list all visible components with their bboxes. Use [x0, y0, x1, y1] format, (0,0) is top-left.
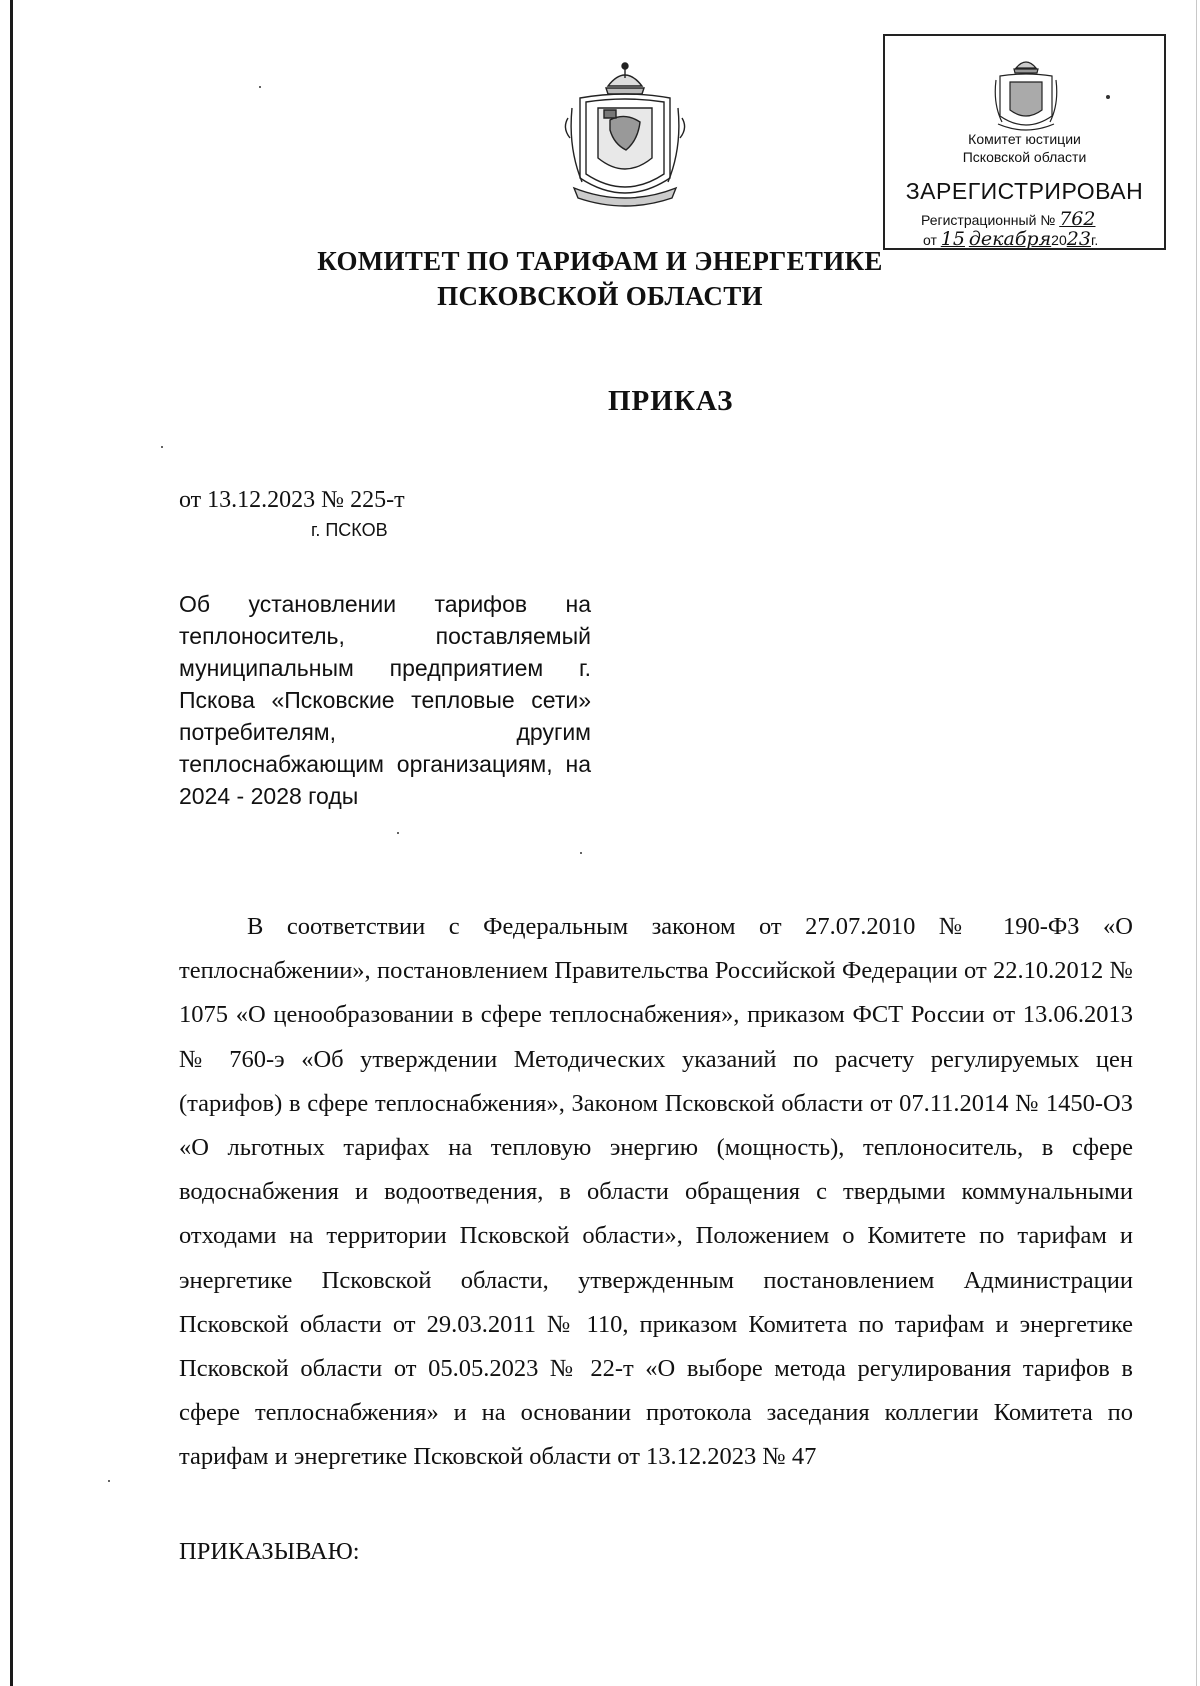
stamp-reg-line [921, 208, 1095, 230]
coat-of-arms-icon [560, 58, 690, 208]
scan-speck [259, 86, 261, 88]
order-date-number: от 13.12.2023 № 225-т [179, 487, 405, 513]
document-type: ПРИКАЗ [608, 385, 734, 417]
committee-title [0, 244, 1200, 314]
stamp-date-suffix: г. [1090, 232, 1099, 248]
stamp-date-year-prefix: 20 [1051, 232, 1067, 248]
scan-speck [580, 852, 582, 854]
order-closing: ПРИКАЗЫВАЮ: [179, 1538, 360, 1565]
scan-speck [161, 446, 163, 448]
stamp-org-line1: Комитет юстиции [968, 131, 1081, 147]
order-subject: Об установлении тарифов на теплоноситель, поставляемый муниципальным предприятием г. Пскова «Псковские тепловые сети» потребителям, другим теплоснабжающим организациям, на 2024 - 2028 годы [179, 591, 591, 809]
stamp-status: ЗАРЕГИСТРИРОВАН [905, 178, 1144, 204]
order-preamble: В соответствии с Федеральным законом от 27.07.2010 № 190-ФЗ «О теплоснабжении», постановлением Правительства Российской Федерации от 22.10.2012 № 1075 «О ценообразовании в сфере теплоснабжения», приказом ФСТ России от 13.06.2013 № 760-э «Об утверждении Методических указаний по расчету регулируемых цен (тарифов) в сфере теплоснабжения», Законом Псковской области от 07.11.2014 № 1450-ОЗ «О льготных тарифах на тепловую энергию (мощность), теплоноситель, в сфере водоснабжения и водоотведения, в области обращения с твердыми коммунальными отходами на территории Псковской области», Положением о Комитете по тарифам и энергетике Псковской области, утвержденным постановлением Администрации Псковской области от 29.03.2011 № 110, приказом Комитета по тарифам и энергетике Псковской области от 05.05.2023 № 22-т «О выборе метода регулирования тарифов в сфере теплоснабжения» и на основании протокола заседания коллегии Комитета по тарифам и энергетике Псковской области от 13.12.2023 № 47 [179, 913, 1133, 1471]
stamp-reg-label: Регистрационный № [921, 212, 1056, 228]
stamp-date-prefix: от [923, 232, 937, 248]
order-city: г. ПСКОВ [311, 520, 388, 540]
stamp-date-month: декабря [968, 228, 1052, 250]
registration-stamp [883, 34, 1166, 250]
scan-speck [108, 1480, 110, 1482]
scan-speck [1106, 95, 1110, 99]
stamp-reg-number: 762 [1059, 208, 1096, 230]
committee-title-line2: ПСКОВСКОЙ ОБЛАСТИ [437, 281, 763, 311]
scan-speck [397, 832, 399, 834]
stamp-coat-of-arms-icon [990, 54, 1062, 136]
stamp-date-year: 23 [1066, 228, 1091, 250]
stamp-date-day: 15 [940, 228, 965, 250]
committee-title-line1: КОМИТЕТ ПО ТАРИФАМ И ЭНЕРГЕТИКЕ [317, 246, 883, 276]
stamp-org-line2: Псковской области [962, 149, 1087, 165]
